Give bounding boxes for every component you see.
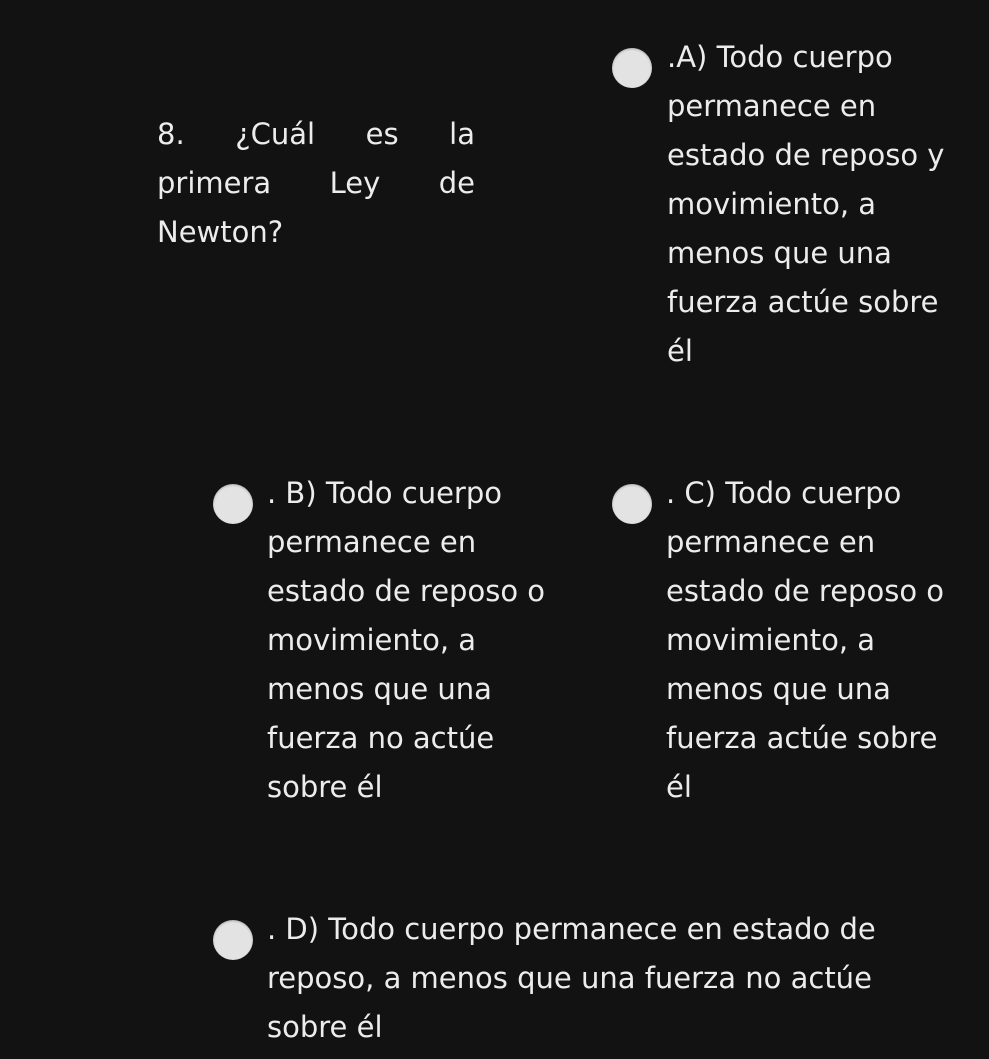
radio-option-b[interactable] <box>213 484 253 524</box>
option-c[interactable] <box>612 469 982 819</box>
option-b[interactable] <box>213 469 583 819</box>
radio-option-a[interactable] <box>612 48 652 88</box>
option-c-label: . C) Todo cuerpo permanece en estado de reposo o movimiento, a menos que una fuerza actúe sobre él <box>666 476 945 804</box>
option-d[interactable] <box>213 905 953 1055</box>
question-text: 8. ¿Cuál es la primera Ley de Newton? <box>157 117 475 249</box>
option-a[interactable] <box>612 33 982 383</box>
option-b-label: . B) Todo cuerpo permanece en estado de reposo o movimiento, a menos que una fuerza no actúe sobre él <box>267 476 546 804</box>
radio-option-c[interactable] <box>612 484 652 524</box>
option-d-label: . D) Todo cuerpo permanece en estado de reposo, a menos que una fuerza no actúe sobre él <box>267 912 876 1044</box>
option-a-label: .A) Todo cuerpo permanece en estado de reposo y movimiento, a menos que una fuerza actúe sobre él <box>667 40 945 368</box>
radio-option-d[interactable] <box>213 920 253 960</box>
